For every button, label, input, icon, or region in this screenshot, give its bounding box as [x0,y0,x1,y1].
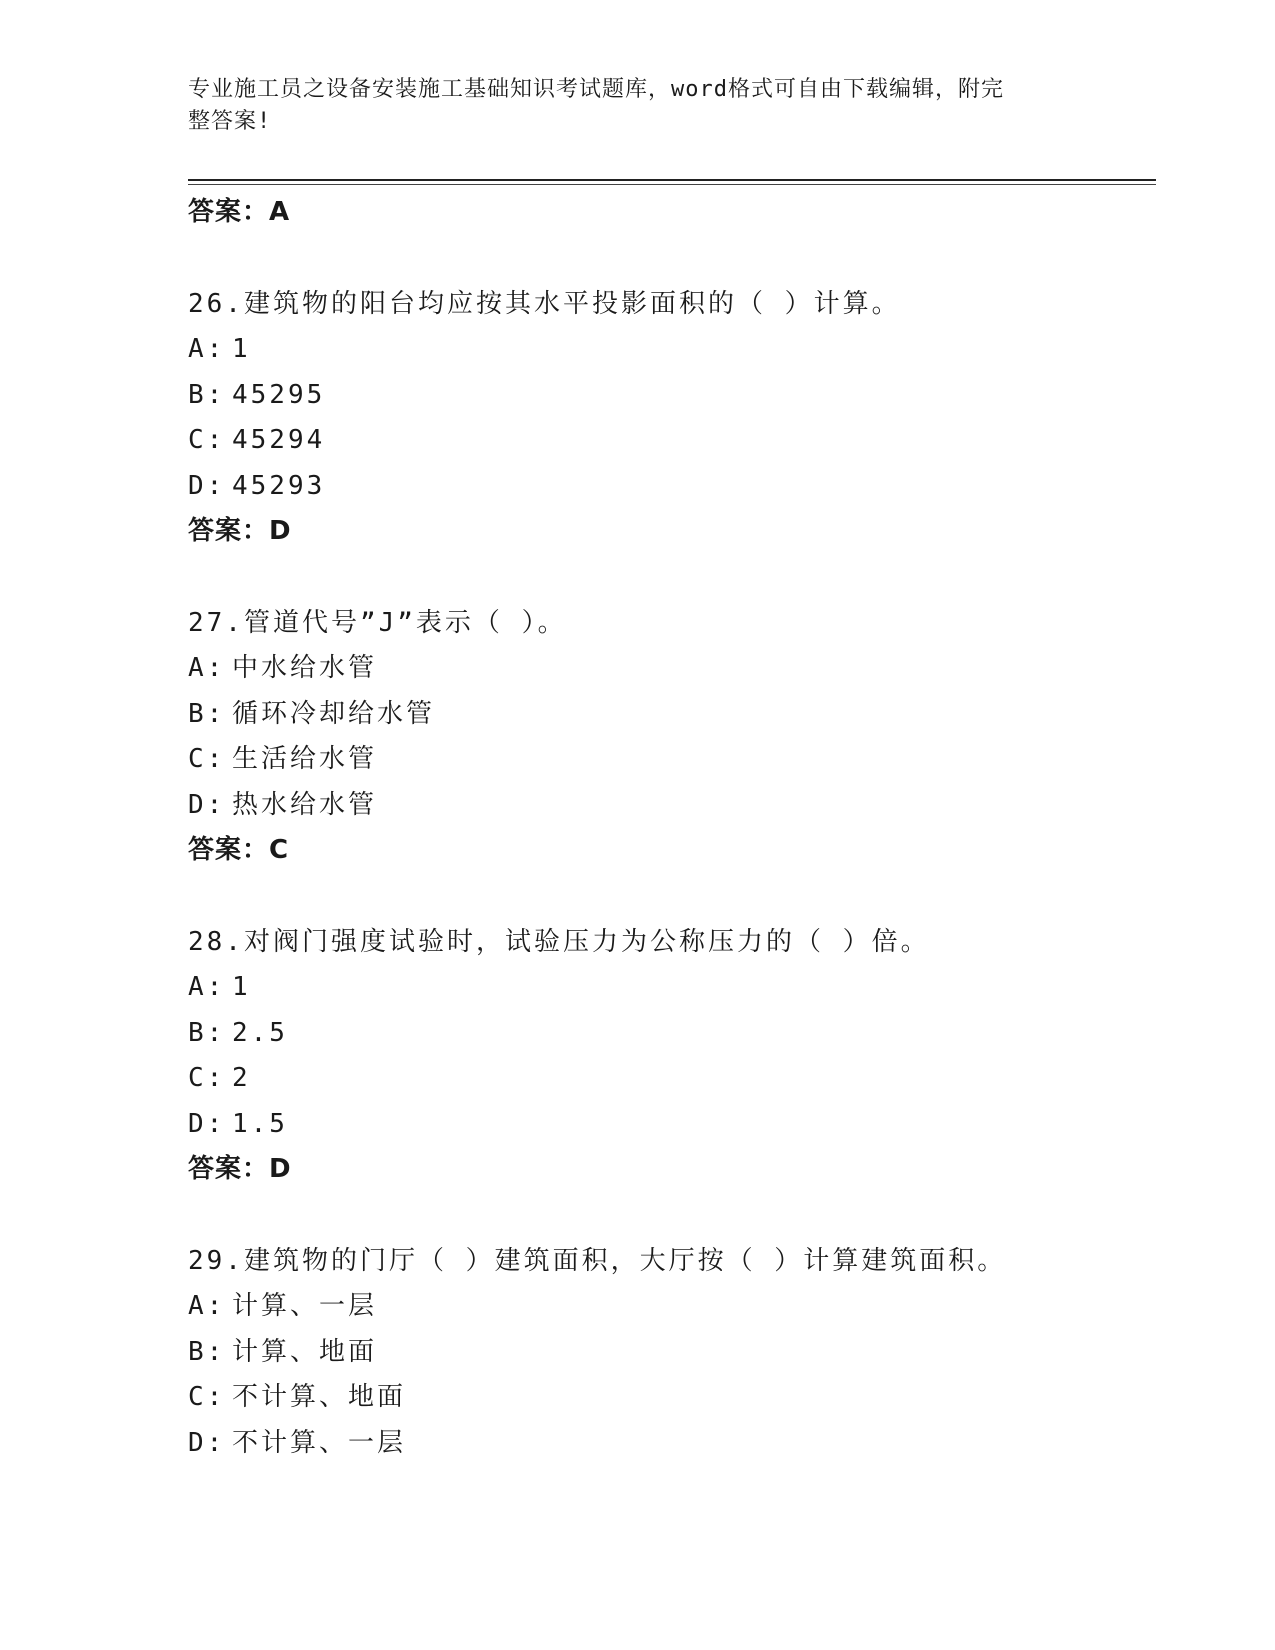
option-value: 45294 [232,425,326,455]
header-line-2: 整答案! [188,109,272,134]
option-letter: B: [188,1336,226,1367]
option-d [188,783,1156,829]
option-letter: D: [188,470,226,501]
option-letter: B: [188,1017,226,1048]
option-value: 45295 [232,379,326,410]
option-a [188,1284,1156,1330]
answer-line: 答案：C [188,835,290,865]
option-letter: A: [188,1291,226,1321]
option-letter: A: [188,334,226,364]
question-text: 27.管道代号”J”表示（ ）。 [188,608,567,638]
question-item [188,919,1156,1191]
option-letter: C: [188,1382,226,1412]
option-value: 不计算、一层 [232,1427,407,1458]
option-d [188,1421,1156,1467]
option-value: 计算、地面 [232,1336,378,1367]
option-value: 2 [232,1063,251,1093]
option-b [188,373,1156,419]
answer-line: 答案：D [188,1154,292,1184]
option-value: 计算、一层 [232,1291,378,1321]
question-item [188,600,1156,872]
option-value: 2.5 [232,1017,288,1048]
answer-line: 答案：D [188,516,292,546]
option-value: 1 [232,334,251,364]
option-c [188,737,1156,783]
option-b [188,692,1156,738]
option-letter: C: [188,425,226,455]
option-value: 45293 [232,470,326,501]
header-divider-thick [188,179,1156,181]
option-a [188,646,1156,692]
option-value: 1 [232,972,251,1002]
option-b [188,1011,1156,1057]
answer-line: 答案：A [188,197,291,227]
option-d [188,1102,1156,1148]
option-letter: D: [188,789,226,820]
option-letter: C: [188,1063,226,1093]
option-letter: D: [188,1108,226,1139]
option-letter: A: [188,972,226,1002]
option-d [188,464,1156,510]
question-text: 26.建筑物的阳台均应按其水平投影面积的（ ）计算。 [188,289,901,319]
option-c [188,1056,1156,1102]
document-header [188,74,1088,138]
question-item [188,281,1156,553]
option-value: 生活给水管 [232,744,378,774]
option-value: 循环冷却给水管 [232,698,436,729]
option-value: 不计算、地面 [232,1382,407,1412]
option-letter: D: [188,1427,226,1458]
question-item [188,1238,1156,1466]
option-letter: C: [188,744,226,774]
option-a [188,965,1156,1011]
header-line-1: 专业施工员之设备安装施工基础知识考试题库，word格式可自由下载编辑，附完 [188,77,1004,102]
option-letter: A: [188,653,226,683]
option-value: 1.5 [232,1108,288,1139]
option-letter: B: [188,698,226,729]
option-c [188,418,1156,464]
header-divider-thin [188,184,1156,185]
question-text: 29.建筑物的门厅（ ）建筑面积，大厅按（ ）计算建筑面积。 [188,1246,1007,1276]
option-c [188,1375,1156,1421]
option-b [188,1330,1156,1376]
option-value: 热水给水管 [232,789,378,820]
question-list [188,190,1156,1513]
question-text: 28.对阀门强度试验时，试验压力为公称压力的（ ）倍。 [188,927,930,957]
option-a [188,327,1156,373]
option-letter: B: [188,379,226,410]
option-value: 中水给水管 [232,653,378,683]
